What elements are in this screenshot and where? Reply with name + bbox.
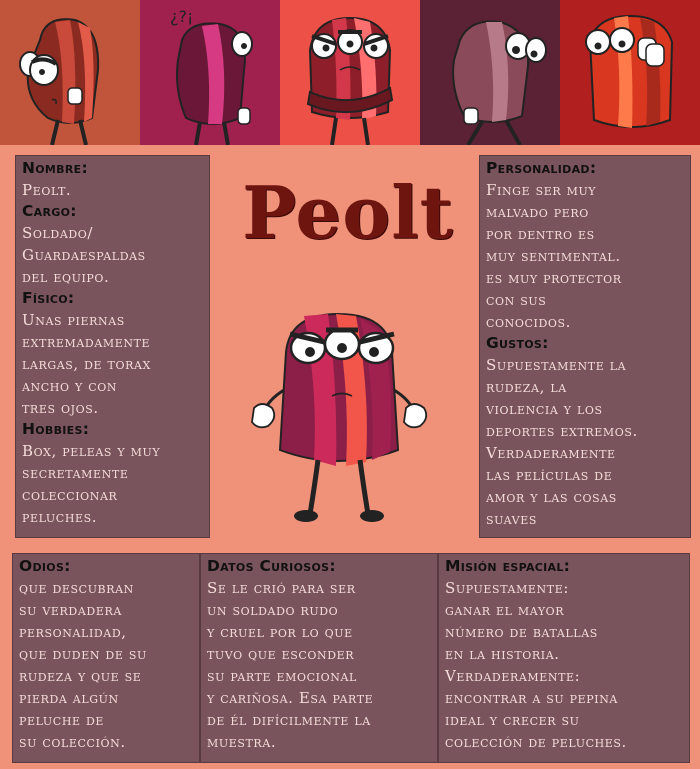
peolt-face-covered-illustration xyxy=(560,0,700,145)
fisico-label: Físico: xyxy=(22,289,75,307)
cargo-label: Cargo: xyxy=(22,202,77,220)
personalidad-value: Finge ser muy malvado pero por dentro es muy sentimental. es muy protector con sus conocidos. xyxy=(486,181,622,331)
mision-espacial-value: Supuestamente: ganar el mayor número de batallas en la historia. Verdaderamente: encontrar a su pepina ideal y crecer su colección de peluches. xyxy=(445,579,627,751)
gustos-value: Supuestamente la rudeza, la violencia y los deportes extremos. Verdaderamente las películas de amor y las cosas suaves xyxy=(486,356,638,528)
odios-label: Odios: xyxy=(19,557,71,575)
datos-curiosos-label: Datos Curiosos: xyxy=(207,557,336,575)
nombre-label: Nombre: xyxy=(22,159,88,177)
personalidad-label: Personalidad: xyxy=(486,159,597,177)
fisico-value: Unas piernas extremadamente largas, de torax ancho y con tres ojos. xyxy=(22,311,151,417)
cargo-value: Soldado/ Guardaespaldas del equipo. xyxy=(22,224,146,286)
peolt-side-sleepy-illustration xyxy=(0,0,140,145)
character-title: Peolt xyxy=(242,170,454,255)
peolt-side-looking-illustration xyxy=(420,0,560,145)
nombre-value: Peolt. xyxy=(22,181,72,199)
peolt-back-confused-illustration xyxy=(140,0,280,145)
top-illustration-strip xyxy=(0,0,700,145)
mision-espacial-label: Misión espacial: xyxy=(445,557,571,575)
svg-text:¿?¡: ¿?¡ xyxy=(170,7,194,26)
odios-value: que descubran su verdadera personalidad, que duden de su rudeza y que se pierda algún peluche de su colección. xyxy=(19,579,147,751)
gustos-label: Gustos: xyxy=(486,334,549,352)
hobbies-value: Box, peleas y muy secretamente coleccionar peluches. xyxy=(22,442,161,526)
peolt-front-standing-illustration xyxy=(238,300,438,525)
mision-espacial-box xyxy=(438,553,690,763)
hobbies-label: Hobbies: xyxy=(22,420,90,438)
peolt-front-arms-crossed-illustration xyxy=(280,0,420,145)
odios-box xyxy=(12,553,200,763)
profile-right-box xyxy=(479,155,691,538)
profile-left-box xyxy=(15,155,210,538)
datos-curiosos-box xyxy=(200,553,438,763)
datos-curiosos-value: Se le crió para ser un soldado rudo y cruel por lo que tuvo que esconder su parte emocional y cariñosa. Esa parte de él difícilmente la muestra. xyxy=(207,579,374,751)
